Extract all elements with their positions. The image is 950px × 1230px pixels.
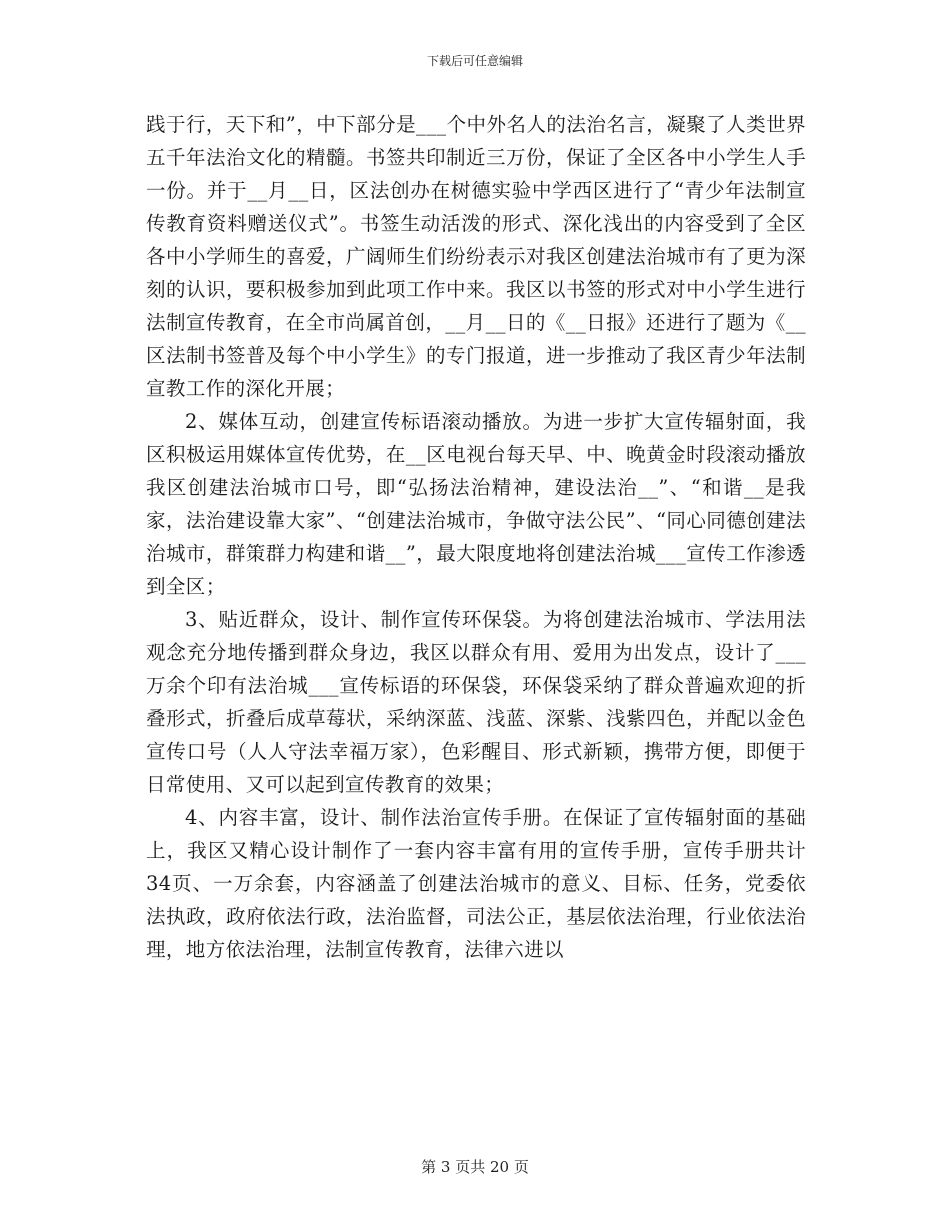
page-footer: 第 3 页共 20 页 bbox=[421, 1158, 529, 1176]
paragraph-3: 3、贴近群众，设计、制作宣传环保袋。为将创建法治城市、学法用法观念充分地传播到群众身边，我区以群众有用、爱用为出发点，设计了___万余个印有法治城___宣传标语的环保袋，环保袋采纳了群众普遍欢迎的折叠形式，折叠后成草莓状，采纳深蓝、浅蓝、深紫、浅紫四色，并配以金色宣传口号（人人守法幸福万家），色彩醒目、形式新颖，携带方便，即便于日常使用、又可以起到宣传教育的效果； bbox=[146, 608, 806, 796]
document-body bbox=[146, 108, 806, 966]
paragraph-4: 4、内容丰富，设计、制作法治宣传手册。在保证了宣传辐射面的基础上，我区又精心设计制作了一套内容丰富有用的宣传手册，宣传手册共计34页、一万余套，内容涵盖了创建法治城市的意义、目标、任务，党委依法执政，政府依法行政，法治监督，司法公正，基层依法治理，行业依法治理，地方依法治理，法制宣传教育，法律六进以 bbox=[146, 806, 806, 961]
paragraph-2: 2、媒体互动，创建宣传标语滚动播放。为进一步扩大宣传辐射面，我区积极运用媒体宣传优势，在__区电视台每天早、中、晚黄金时段滚动播放我区创建法治城市口号，即“弘扬法治精神，建设法治__”、“和谐__是我家，法治建设靠大家”、“创建法治城市，争做守法公民”、“同心同德创建法治城市，群策群力构建和谐__”，最大限度地将创建法治城___宣传工作渗透到全区； bbox=[146, 410, 806, 598]
paragraph-1: 践于行，天下和”，中下部分是___个中外名人的法治名言，凝聚了人类世界五千年法治文化的精髓。书签共印制近三万份，保证了全区各中小学生人手一份。并于__月__日，区法创办在树德实验中学西区进行了“青少年法制宣传教育资料赠送仪式”。书签生动活泼的形式、深化浅出的内容受到了全区各中小学师生的喜爱，广阔师生们纷纷表示对我区创建法治城市有了更为深刻的认识，要积极参加到此项工作中来。我区以书签的形式对中小学生进行法制宣传教育，在全市尚属首创，__月__日的《__日报》还进行了题为《__区法制书签普及每个中小学生》的专门报道，进一步推动了我区青少年法制宣教工作的深化开展； bbox=[146, 113, 806, 400]
page-header: 下载后可任意编辑 bbox=[426, 54, 523, 68]
